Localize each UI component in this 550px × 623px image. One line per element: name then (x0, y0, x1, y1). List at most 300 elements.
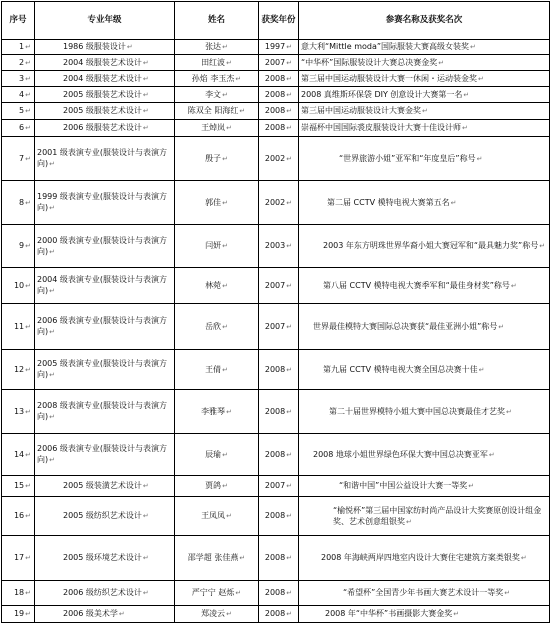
major-grade (35, 137, 175, 181)
award-year (259, 268, 299, 304)
student-name-text: 李文 (205, 89, 222, 99)
paragraph-mark-icon: ↵ (422, 107, 428, 115)
table-row (2, 137, 550, 181)
row-number (2, 606, 35, 623)
row-number-text: 10 (13, 280, 25, 290)
major-grade (35, 350, 175, 390)
award-year-text: 2007 (264, 321, 286, 331)
paragraph-mark-icon: ↵ (222, 198, 228, 207)
row-number-text: 6 (19, 123, 25, 132)
paragraph-mark-icon: ↵ (142, 589, 149, 597)
award-description (299, 225, 550, 268)
award-year (259, 606, 299, 623)
student-name-text: 贾鸽 (205, 481, 222, 490)
major-grade-text: 2004 级服装艺术设计 (63, 57, 142, 67)
paragraph-mark-icon: ↵ (286, 58, 293, 67)
row-number (2, 304, 35, 350)
paragraph-mark-icon: ↵ (520, 554, 527, 562)
table-header-row (2, 2, 550, 40)
major-grade (35, 390, 175, 434)
award-year (259, 71, 299, 87)
paragraph-mark-icon: ↵ (239, 107, 246, 115)
paragraph-mark-icon: ↵ (463, 90, 470, 99)
table-row (2, 476, 550, 497)
table-row (2, 350, 550, 390)
paragraph-mark-icon: ↵ (25, 281, 31, 290)
award-year (259, 40, 299, 55)
paragraph-mark-icon: ↵ (25, 90, 31, 99)
student-name-text: 王焯岚 (201, 123, 226, 132)
paragraph-mark-icon: ↵ (142, 554, 149, 562)
row-number-text: 12 (13, 364, 25, 374)
major-grade-text: 2005 级纺织艺术设计 (63, 511, 142, 520)
paragraph-mark-icon: ↵ (286, 107, 293, 115)
paragraph-mark-icon: ↵ (142, 124, 149, 132)
student-name-text: 林菀 (205, 280, 222, 290)
major-grade (35, 304, 175, 350)
awards-document (1, 1, 550, 623)
row-number (2, 87, 35, 103)
award-description-text: 第三届中国运动服装设计大赛金奖 (301, 106, 421, 115)
award-year (259, 304, 299, 350)
paragraph-mark-icon: ↵ (49, 160, 55, 168)
award-description (299, 497, 550, 536)
row-number-text: 4 (19, 89, 25, 99)
paragraph-mark-icon: ↵ (222, 482, 228, 490)
major-grade-text: 2006 级表演专业(服装设计与表演方向) (37, 444, 168, 464)
paragraph-mark-icon: ↵ (286, 242, 293, 250)
award-year (259, 225, 299, 268)
paragraph-mark-icon: ↵ (25, 589, 31, 597)
student-name (175, 268, 259, 304)
table-row (2, 103, 550, 120)
student-name-text: 王凤凤 (201, 511, 226, 520)
paragraph-mark-icon: ↵ (286, 482, 293, 490)
row-number (2, 390, 35, 434)
paragraph-mark-icon: ↵ (286, 154, 293, 163)
award-year-text: 2008 (264, 106, 286, 115)
award-description-text: 第二十届世界模特小姐大赛中国总决赛最佳才艺奖 (329, 406, 505, 416)
paragraph-mark-icon: ↵ (49, 371, 55, 379)
paragraph-mark-icon: ↵ (453, 610, 460, 618)
paragraph-mark-icon: ↵ (235, 589, 242, 597)
paragraph-mark-icon: ↵ (222, 450, 228, 459)
awards-table (1, 1, 550, 623)
award-description-text: 2003 年东方明珠世界华裔小姐大赛冠军和“最具魅力奖”称号 (323, 241, 539, 250)
award-year (259, 181, 299, 225)
paragraph-mark-icon: ↵ (450, 198, 457, 207)
paragraph-mark-icon: ↵ (226, 58, 232, 67)
paragraph-mark-icon: ↵ (539, 242, 546, 250)
table-row (2, 87, 550, 103)
paragraph-mark-icon: ↵ (222, 365, 228, 374)
major-grade (35, 536, 175, 581)
student-name (175, 476, 259, 497)
paragraph-mark-icon: ↵ (25, 242, 31, 250)
major-grade-text: 2008 级表演专业(服装设计与表演方向) (37, 401, 168, 421)
row-number-text: 5 (19, 106, 25, 115)
award-year (259, 476, 299, 497)
paragraph-mark-icon: ↵ (118, 610, 125, 618)
paragraph-mark-icon: ↵ (462, 124, 468, 132)
student-name-text: 邵学超 张佳燕 (187, 553, 239, 562)
table-row (2, 304, 550, 350)
award-description (299, 181, 550, 225)
student-name (175, 55, 259, 71)
award-year-text: 2008 (264, 123, 286, 132)
award-description (299, 40, 550, 55)
paragraph-mark-icon: ↵ (506, 407, 512, 416)
award-description-text: 世界最佳模特大赛国际总决赛获“最佳亚洲小姐”称号 (313, 321, 498, 331)
header-name: 姓名 (175, 2, 259, 40)
paragraph-mark-icon: ↵ (478, 365, 485, 374)
major-grade-text: 2006 级表演专业(服装设计与表演方向) (37, 316, 168, 336)
paragraph-mark-icon: ↵ (226, 610, 232, 618)
table-row (2, 268, 550, 304)
student-name-text: 殷子 (205, 153, 222, 163)
award-description-text: 意大利“Mittle moda”国际服装大赛高级女装奖 (301, 42, 470, 51)
major-grade (35, 476, 175, 497)
paragraph-mark-icon: ↵ (142, 58, 149, 67)
paragraph-mark-icon: ↵ (25, 58, 31, 67)
student-name-text: 孙焰 李玉杰 (191, 73, 235, 83)
row-number-text: 19 (13, 609, 25, 618)
row-number (2, 225, 35, 268)
paragraph-mark-icon: ↵ (25, 365, 31, 374)
award-description-text: “和谐中国”中国公益设计大赛一等奖 (339, 481, 468, 490)
award-year (259, 390, 299, 434)
paragraph-mark-icon: ↵ (222, 322, 228, 331)
award-year-text: 2008 (264, 406, 286, 416)
row-number-text: 15 (13, 481, 25, 490)
paragraph-mark-icon: ↵ (286, 322, 293, 331)
student-name (175, 304, 259, 350)
paragraph-mark-icon: ↵ (498, 322, 505, 331)
major-grade (35, 55, 175, 71)
award-description (299, 87, 550, 103)
major-grade-text: 2006 级美术学 (63, 609, 118, 618)
student-name-text: 李雅琴 (201, 406, 226, 416)
student-name (175, 606, 259, 623)
paragraph-mark-icon: ↵ (142, 74, 149, 83)
award-description-text: 第二届 CCTV 模特电视大赛第五名 (327, 197, 450, 207)
student-name (175, 87, 259, 103)
award-description-text: 崇福杯中国国际裘皮服装设计大赛十佳设计师 (301, 123, 461, 132)
student-name (175, 225, 259, 268)
major-grade-text: 2005 级表演专业(服装设计与表演方向) (37, 359, 168, 379)
paragraph-mark-icon: ↵ (49, 456, 55, 464)
award-description-text: “中华杯”国际服装设计大赛总决赛金奖 (301, 57, 438, 67)
student-name (175, 536, 259, 581)
paragraph-mark-icon: ↵ (25, 610, 31, 618)
row-number-text: 7 (19, 153, 25, 163)
award-year (259, 581, 299, 606)
student-name (175, 137, 259, 181)
student-name-text: 辰瑜 (205, 449, 222, 459)
paragraph-mark-icon: ↵ (226, 124, 232, 132)
paragraph-mark-icon: ↵ (142, 482, 149, 490)
student-name-text: 陈双全 阳海红 (187, 106, 239, 115)
student-name-text: 王倩 (205, 364, 222, 374)
award-description (299, 476, 550, 497)
table-row (2, 40, 550, 55)
award-year-text: 2008 (264, 364, 286, 374)
paragraph-mark-icon: ↵ (25, 107, 31, 115)
paragraph-mark-icon: ↵ (25, 74, 31, 83)
student-name (175, 497, 259, 536)
paragraph-mark-icon: ↵ (286, 512, 293, 520)
award-description-text: 第九届 CCTV 模特电视大赛全国总决赛十佳 (323, 364, 478, 374)
award-year (259, 497, 299, 536)
table-row (2, 390, 550, 434)
student-name (175, 40, 259, 55)
award-description-text: “希望杯”全国青少年书画大赛艺术设计一等奖 (343, 588, 504, 597)
award-description-text: 2008 真维斯环保袋 DIY 创意设计大赛第一名 (301, 89, 463, 99)
row-number (2, 581, 35, 606)
paragraph-mark-icon: ↵ (222, 281, 228, 290)
student-name (175, 71, 259, 87)
row-number-text: 18 (13, 588, 25, 597)
paragraph-mark-icon: ↵ (286, 589, 293, 597)
award-description-text: 第三届中国运动服装设计大赛一休闲・运动装金奖 (301, 73, 477, 83)
award-year (259, 103, 299, 120)
award-description (299, 71, 550, 87)
paragraph-mark-icon: ↵ (488, 450, 495, 459)
major-grade (35, 120, 175, 137)
award-year-text: 2002 (264, 153, 286, 163)
award-year-text: 2002 (264, 197, 286, 207)
major-grade-text: 1986 级服装设计 (63, 42, 126, 51)
paragraph-mark-icon: ↵ (286, 281, 293, 290)
award-year-text: 2008 (264, 449, 286, 459)
header-year: 获奖年份 (259, 2, 299, 40)
student-name-text: 郑凌云 (201, 609, 226, 618)
row-number (2, 55, 35, 71)
row-number-text: 17 (13, 553, 25, 562)
award-year-text: 2007 (264, 280, 286, 290)
paragraph-mark-icon: ↵ (286, 74, 293, 83)
row-number (2, 71, 35, 87)
student-name (175, 390, 259, 434)
award-description-text: 2008 年“中华杯”书画摄影大赛金奖 (325, 609, 453, 618)
paragraph-mark-icon: ↵ (470, 43, 476, 51)
award-year-text: 2008 (264, 89, 286, 99)
student-name-text: 田红波 (201, 57, 226, 67)
major-grade (35, 40, 175, 55)
paragraph-mark-icon: ↵ (478, 74, 484, 83)
award-description (299, 536, 550, 581)
paragraph-mark-icon: ↵ (286, 554, 293, 562)
paragraph-mark-icon: ↵ (222, 90, 228, 99)
award-year (259, 55, 299, 71)
paragraph-mark-icon: ↵ (239, 554, 246, 562)
major-grade-text: 2004 级服装艺术设计 (63, 73, 142, 83)
student-name (175, 103, 259, 120)
award-year-text: 1997 (264, 42, 286, 51)
major-grade (35, 434, 175, 476)
award-year-text: 2008 (264, 511, 286, 520)
header-major: 专业年级 (35, 2, 175, 40)
paragraph-mark-icon: ↵ (49, 204, 55, 212)
paragraph-mark-icon: ↵ (286, 43, 293, 51)
award-year (259, 137, 299, 181)
award-description (299, 55, 550, 71)
award-year-text: 2003 (264, 241, 286, 250)
paragraph-mark-icon: ↵ (286, 365, 293, 374)
paragraph-mark-icon: ↵ (25, 554, 31, 562)
paragraph-mark-icon: ↵ (406, 517, 412, 526)
paragraph-mark-icon: ↵ (286, 90, 293, 99)
header-no: 序号 (2, 2, 35, 40)
table-row (2, 581, 550, 606)
paragraph-mark-icon: ↵ (49, 328, 55, 336)
award-description (299, 606, 550, 623)
paragraph-mark-icon: ↵ (142, 107, 149, 115)
row-number-text: 9 (19, 241, 25, 250)
paragraph-mark-icon: ↵ (25, 198, 31, 207)
major-grade (35, 103, 175, 120)
major-grade-text: 2005 级环境艺术设计 (63, 553, 142, 562)
paragraph-mark-icon: ↵ (222, 242, 228, 250)
major-grade (35, 581, 175, 606)
paragraph-mark-icon: ↵ (25, 43, 31, 51)
paragraph-mark-icon: ↵ (25, 154, 31, 163)
award-description-text: “榆悦杯”第三届中国家纺时尚产品设计大奖赛原创设计组金奖、艺术创意组银奖 (333, 505, 542, 526)
major-grade-text: 2001 级表演专业(服装设计与表演方向) (37, 148, 168, 168)
table-row (2, 181, 550, 225)
major-grade-text: 2004 级表演专业(服装设计与表演方向) (37, 275, 168, 295)
award-year-text: 2008 (264, 609, 286, 618)
table-row (2, 55, 550, 71)
paragraph-mark-icon: ↵ (504, 589, 511, 597)
row-number-text: 14 (13, 449, 25, 459)
major-grade-text: 2005 级服装艺术设计 (63, 89, 142, 99)
row-number-text: 2 (19, 57, 25, 67)
paragraph-mark-icon: ↵ (222, 154, 228, 163)
award-description (299, 304, 550, 350)
student-name-text: 严宁宁 赵烁 (191, 588, 235, 597)
major-grade-text: 2005 级服装艺术设计 (63, 106, 142, 115)
major-grade (35, 71, 175, 87)
table-row (2, 536, 550, 581)
award-year-text: 2008 (264, 588, 286, 597)
major-grade (35, 181, 175, 225)
paragraph-mark-icon: ↵ (25, 124, 31, 132)
table-row (2, 120, 550, 137)
major-grade (35, 606, 175, 623)
row-number-text: 3 (19, 73, 25, 83)
row-number (2, 497, 35, 536)
table-row (2, 497, 550, 536)
award-description (299, 350, 550, 390)
paragraph-mark-icon: ↵ (235, 74, 242, 83)
row-number (2, 350, 35, 390)
student-name (175, 581, 259, 606)
row-number (2, 268, 35, 304)
major-grade (35, 225, 175, 268)
paragraph-mark-icon: ↵ (49, 247, 55, 256)
award-description (299, 137, 550, 181)
paragraph-mark-icon: ↵ (286, 610, 293, 618)
student-name-text: 岳欣 (205, 321, 222, 331)
award-description-text: “世界旅游小姐”亚军和“年度皇后”称号 (339, 153, 476, 163)
row-number-text: 13 (13, 406, 25, 416)
paragraph-mark-icon: ↵ (25, 407, 31, 416)
award-year (259, 434, 299, 476)
award-description-text: 2008 年海峡两岸四地室内设计大赛住宅建筑方案类银奖 (321, 553, 520, 562)
student-name (175, 181, 259, 225)
student-name-text: 郭佳 (205, 197, 222, 207)
major-grade-text: 2005 级装潢艺术设计 (63, 481, 142, 490)
row-number (2, 103, 35, 120)
major-grade (35, 497, 175, 536)
row-number (2, 120, 35, 137)
row-number (2, 434, 35, 476)
student-name (175, 350, 259, 390)
award-year-text: 2007 (264, 481, 286, 490)
paragraph-mark-icon: ↵ (25, 512, 31, 520)
row-number-text: 1 (19, 42, 25, 51)
award-year (259, 87, 299, 103)
row-number (2, 40, 35, 55)
row-number-text: 16 (13, 511, 25, 520)
row-number-text: 11 (13, 321, 25, 331)
paragraph-mark-icon: ↵ (126, 43, 133, 51)
student-name-text: 闫妍 (205, 241, 222, 250)
row-number-text: 8 (19, 197, 25, 207)
paragraph-mark-icon: ↵ (468, 482, 475, 490)
paragraph-mark-icon: ↵ (286, 198, 293, 207)
award-description (299, 390, 550, 434)
award-description-text: 第八届 CCTV 模特电视大赛季军和“最佳身材奖”称号 (323, 280, 510, 290)
award-description (299, 434, 550, 476)
major-grade-text: 2006 级服装艺术设计 (63, 123, 142, 132)
table-row (2, 71, 550, 87)
student-name-text: 张达 (205, 42, 222, 51)
paragraph-mark-icon: ↵ (510, 281, 517, 290)
paragraph-mark-icon: ↵ (142, 512, 149, 520)
award-description (299, 581, 550, 606)
paragraph-mark-icon: ↵ (286, 124, 293, 132)
award-year (259, 120, 299, 137)
paragraph-mark-icon: ↵ (226, 407, 232, 416)
award-year-text: 2007 (264, 57, 286, 67)
award-year (259, 350, 299, 390)
table-row (2, 606, 550, 623)
paragraph-mark-icon: ↵ (476, 154, 483, 163)
major-grade-text: 2006 级纺织艺术设计 (63, 588, 142, 597)
paragraph-mark-icon: ↵ (25, 450, 31, 459)
award-description (299, 103, 550, 120)
award-year-text: 2008 (264, 73, 286, 83)
award-year (259, 536, 299, 581)
major-grade (35, 87, 175, 103)
paragraph-mark-icon: ↵ (49, 287, 55, 295)
student-name (175, 434, 259, 476)
table-row (2, 434, 550, 476)
header-award: 参赛名称及获奖名次 (299, 2, 550, 40)
paragraph-mark-icon: ↵ (222, 43, 228, 51)
paragraph-mark-icon: ↵ (226, 512, 232, 520)
major-grade-text: 1999 级表演专业(服装设计与表演方向) (37, 192, 168, 212)
student-name (175, 120, 259, 137)
paragraph-mark-icon: ↵ (142, 90, 149, 99)
paragraph-mark-icon: ↵ (25, 322, 31, 331)
award-description (299, 268, 550, 304)
paragraph-mark-icon: ↵ (286, 407, 293, 416)
row-number (2, 137, 35, 181)
paragraph-mark-icon: ↵ (49, 413, 55, 421)
